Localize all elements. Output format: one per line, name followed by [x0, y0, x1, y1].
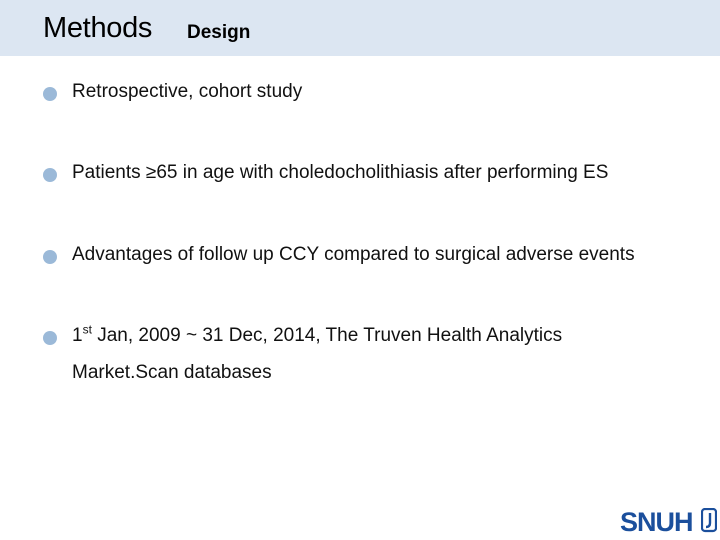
- bullet-dot-icon: [43, 250, 57, 264]
- header-bar: [0, 0, 720, 56]
- snuh-logo: [620, 505, 720, 540]
- logo-text: SNUH: [620, 507, 693, 537]
- slide-subtitle: Design: [187, 22, 251, 43]
- date-prefix: 1: [72, 325, 83, 346]
- bullet-dot-icon: [43, 331, 57, 345]
- bullet-dot-icon: [43, 87, 57, 101]
- slide-title: Methods: [43, 12, 153, 44]
- date-superscript: st: [82, 322, 92, 337]
- bullet-text: [72, 322, 563, 347]
- bullet-continuation: Market.Scan databases: [72, 362, 272, 383]
- bullet-dot-icon: [43, 168, 57, 182]
- bullet-text: Patients ≥65 in age with choledocholithiasis after performing ES: [72, 162, 609, 183]
- snuh-emblem-icon: [701, 508, 717, 534]
- bullet-text: Retrospective, cohort study: [72, 81, 303, 102]
- date-range-text: Jan, 2009 ~ 31 Dec, 2014, The Truven Health Analytics: [91, 325, 563, 346]
- bullet-text: Advantages of follow up CCY compared to surgical adverse events: [72, 244, 635, 265]
